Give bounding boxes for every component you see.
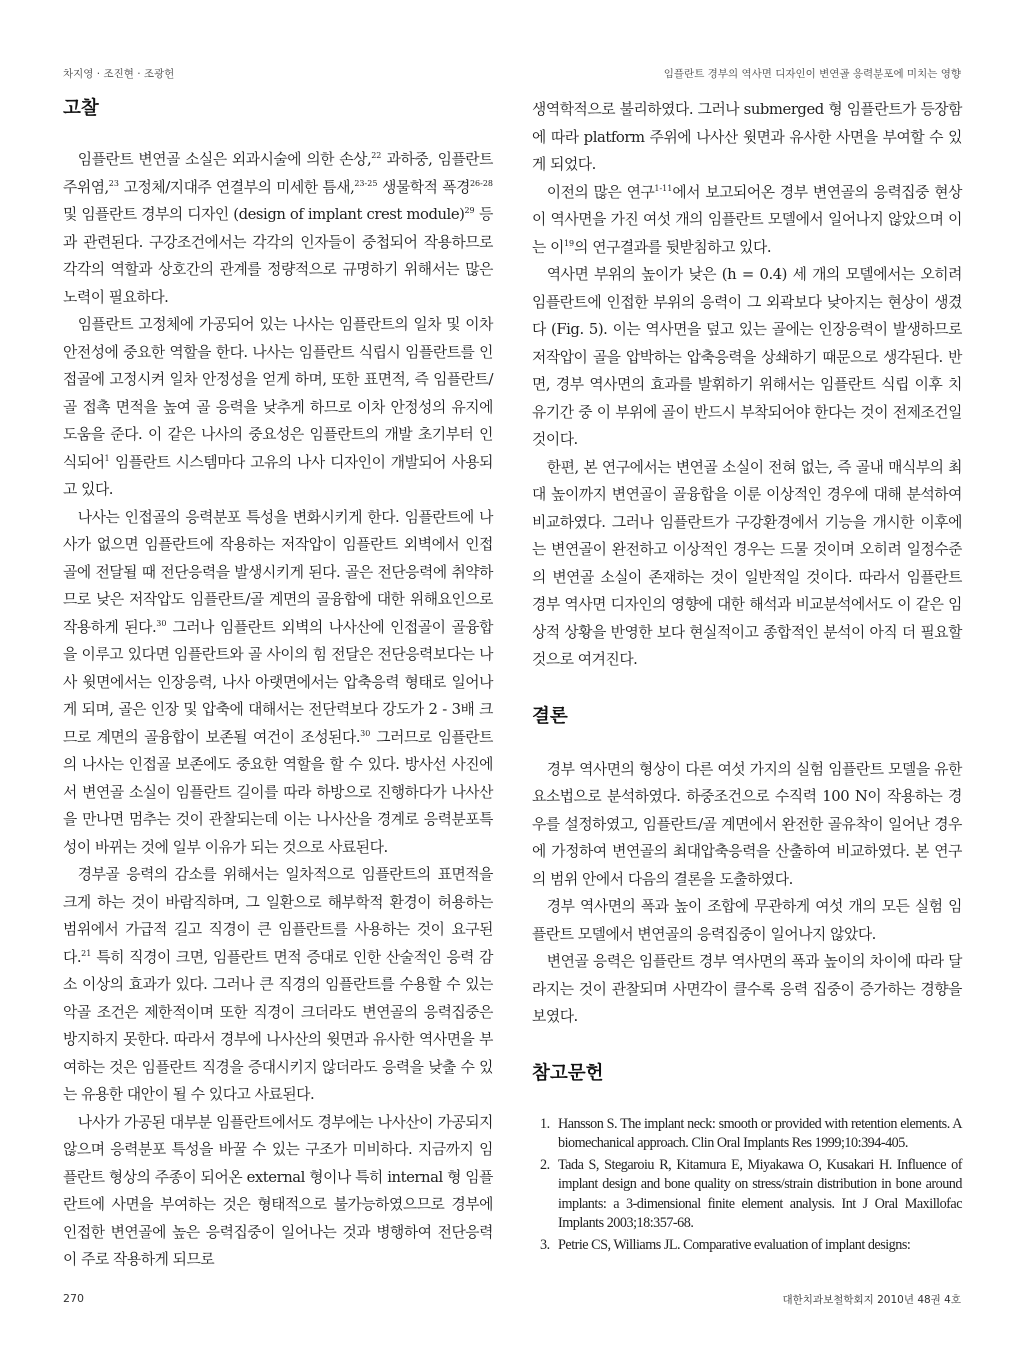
reference-number: 1. xyxy=(540,1115,550,1132)
discussion-paragraph-9: 한편, 본 연구에서는 변연골 소실이 전혀 없는, 즉 골내 매식부의 최대 높이까지 변연골이 골융합을 이룬 이상적인 경우에 대해 분석하여 비교하였다. 그러나 임플란트가 구강환경에서 기능을 개시한 이후에는 변연골이 완전하고 이상적인 경우는 드물 것이며 오히려 일정수준의 변연골 소실이 존재하는 것이 일반적일 것이다. 따라서 임플란트 경부 역사면 디자인의 영향에 대한 해석과 비교분석에서도 이 같은 임상적 상황을 반영한 보다 현실적이고 종합적인 분석이 아직 더 필요할 것으로 여겨진다. xyxy=(532,458,962,668)
conclusion-paragraph-1: 경부 역사면의 형상이 다른 여섯 가지의 실험 임플란트 모델을 유한요소법으로 분석하였다. 하중조건으로 수직력 100 N이 작용하는 경우를 설정하였고, 임플란트/골 계면에서 완전한 골유착이 일어난 경우에 가정하여 변연골의 최대압축응력을 산출하여 비교하였다. 본 연구의 범위 안에서 다음의 결론을 도출하였다. xyxy=(532,760,962,888)
reference-number: 3. xyxy=(540,1237,550,1254)
right-column xyxy=(532,96,962,1258)
references-heading: 참고문헌 xyxy=(532,1062,604,1084)
reference-list xyxy=(532,1115,962,1256)
discussion-heading: 고찰 xyxy=(63,98,99,119)
discussion-paragraph-1: 임플란트 변연골 소실은 외과시술에 의한 손상,$^{22}$ 과하중, 임플란트 주위염,$^{23}$ 고정체/지대주 연결부의 미세한 틈새,$^{23-25}$ 생물학적 폭경$^{26-28}$ 및 임플란트 경부의 디자인 (design of implant crest module)$^{29}$ 등과 관련된다. 구강조건에서는 각각의 인자들이 중첩되어 작용하므로 각각의 역할과 상호간의 관계를 정량적으로 규명하기 위해서는 많은 노력이 필요하다. xyxy=(63,151,493,306)
left-column xyxy=(63,96,493,1274)
header-authors: 차지영 · 조진현 · 조광헌 xyxy=(63,68,175,80)
conclusion-paragraph-3: 변연골 응력은 임플란트 경부 역사면의 폭과 높이의 차이에 따라 달라지는 것이 관찰되며 사면각이 클수록 응력 집중이 증가하는 경향을 보였다. xyxy=(532,953,962,1025)
reference-text: Hansson S. The implant neck: smooth or provided with retention elements. A biomechanical approach. Clin Oral Implants Res 1999;10:394-405. xyxy=(558,1115,962,1152)
journal-citation: 대한치과보철학회지 2010년 48권 4호 xyxy=(782,1294,961,1306)
discussion-paragraph-6: 생역학적으로 불리하였다. 그러나 submerged 형 임플란트가 등장함에 따라 platform 주위에 나사산 윗면과 유사한 사면을 부여할 수 있게 되었다. xyxy=(532,101,962,173)
reference-text: Tada S, Stegaroiu R, Kitamura E, Miyakawa O, Kusakari H. Influence of implant design and bone quality on stress/strain distribution in bone around implants: a 3-dimensional finite element analysis. Int J Oral Maxillofac Implants 2003;18:357-68. xyxy=(558,1156,962,1232)
reference-number: 2. xyxy=(540,1156,550,1173)
discussion-paragraph-7: 이전의 많은 연구$^{1-11}$에서 보고되어온 경부 변연골의 응력집중 현상이 역사면을 가진 여섯 개의 임플란트 모델에서 일어나지 않았으며 이는 이$^{19}$의 연구결과를 뒷받침하고 있다. xyxy=(532,183,962,256)
discussion-paragraph-2: 임플란트 고정체에 가공되어 있는 나사는 임플란트의 일차 및 이차 안전성에 중요한 역할을 한다. 나사는 임플란트 식립시 임플란트를 인접골에 고정시켜 일차 안정성을 얻게 하며, 또한 표면적, 즉 임플란트/골 접촉 면적을 높여 골 응력을 낮추게 하므로 이차 안정성의 유지에 도움을 준다. 이 같은 나사의 중요성은 임플란트의 개발 초기부터 인식되어$^1$ 임플란트 시스템마다 고유의 나사 디자인이 개발되어 사용되고 있다. xyxy=(63,316,493,498)
page-footer xyxy=(63,1292,961,1308)
conclusion-paragraph-2: 경부 역사면의 폭과 높이 조합에 무관하게 여섯 개의 모든 실험 임플란트 모델에서 변연골의 응력집중이 일어나지 않았다. xyxy=(532,898,962,943)
page-number: 270 xyxy=(63,1292,84,1305)
discussion-paragraph-8: 역사면 부위의 높이가 낮은 (h = 0.4) 세 개의 모델에서는 오히려 임플란트에 인접한 부위의 응력이 그 외곽보다 낮아지는 현상이 생겼다 (Fig. 5). 이는 역사면을 덮고 있는 골에는 인장응력이 발생하므로 저작압이 골을 압박하는 압축응력을 상쇄하기 때문으로 생각된다. 반면, 경부 역사면의 효과를 발휘하기 위해서는 임플란트 식립 이후 치유기간 중 이 부위에 골이 반드시 부착되어야 한다는 것이 전제조건일 것이다. xyxy=(532,266,962,448)
reference-item xyxy=(532,1156,962,1234)
reference-item xyxy=(532,1236,962,1256)
reference-text: Petrie CS, Williams JL. Comparative evaluation of implant designs: xyxy=(558,1237,911,1254)
discussion-paragraph-5: 나사가 가공된 대부분 임플란트에서도 경부에는 나사산이 가공되지 않으며 응력분포 특성을 바꿀 수 있는 구조가 미비하다. 지금까지 임플란트 형상의 주종이 되어온 external 형이나 특히 internal 형 임플란트에 사면을 부여하는 것은 형태적으로 불가능하였으므로 경부에 인접한 변연골에 높은 응력집중이 일어나는 것과 병행하여 전단응력이 주로 작용하게 되므로 xyxy=(63,1113,493,1268)
discussion-paragraph-3: 나사는 인접골의 응력분포 특성을 변화시키게 한다. 임플란트에 나사가 없으면 임플란트에 작용하는 저작압이 임플란트 외벽에서 인접골에 전달될 때 전단응력을 발생시키게 된다. 골은 전단응력에 취약하므로 낮은 저작압도 임플란트/골 계면의 골융합에 대한 위해요인으로 작용하게 된다.$^{30}$ 그러나 임플란트 외벽의 나사산에 인접골이 골융합을 이루고 있다면 임플란트와 골 사이의 힘 전달은 전단응력보다는 나사 윗면에서는 인장응력, 나사 아랫면에서는 압축응력 형태로 일어나게 되며, 골은 인장 및 압축에 대해서는 전단력보다 강도가 2 - 3배 크므로 계면의 골융합이 보존될 여건이 조성된다.$^{30}$ 그러므로 임플란트의 나사는 인접골 보존에도 중요한 역할을 할 수 있다. 방사선 사진에서 변연골 소실이 임플란트 길이를 따라 하방으로 진행하다가 나사산을 만나면 멈추는 것이 관찰되는데 이는 나사산을 경계로 응력분포특성이 바뀌는 것에 일부 이유가 되는 것으로 사료된다. xyxy=(63,508,493,856)
running-header xyxy=(63,66,961,82)
reference-item xyxy=(532,1115,962,1154)
header-running-title: 임플란트 경부의 역사면 디자인이 변연골 응력분포에 미치는 영향 xyxy=(663,68,961,80)
discussion-paragraph-4: 경부골 응력의 감소를 위해서는 일차적으로 임플란트의 표면적을 크게 하는 것이 바람직하며, 그 일환으로 해부학적 환경이 허용하는 범위에서 가급적 길고 직경이 큰 임플란트를 사용하는 것이 요구된다.$^{21}$ 특히 직경이 크면, 임플란트 면적 증대로 인한 산술적인 응력 감소 이상의 효과가 있다. 그러나 큰 직경의 임플란트를 수용할 수 있는 악골 조건은 제한적이며 또한 직경이 크더라도 변연골의 응력집중은 방지하지 못한다. 따라서 경부에 나사산의 윗면과 유사한 역사면을 부여하는 것은 임플란트 직경을 증대시키지 않더라도 응력을 낮출 수 있는 유용한 대안이 될 수 있다고 사료된다. xyxy=(63,866,493,1103)
conclusion-heading: 결론 xyxy=(532,705,568,727)
